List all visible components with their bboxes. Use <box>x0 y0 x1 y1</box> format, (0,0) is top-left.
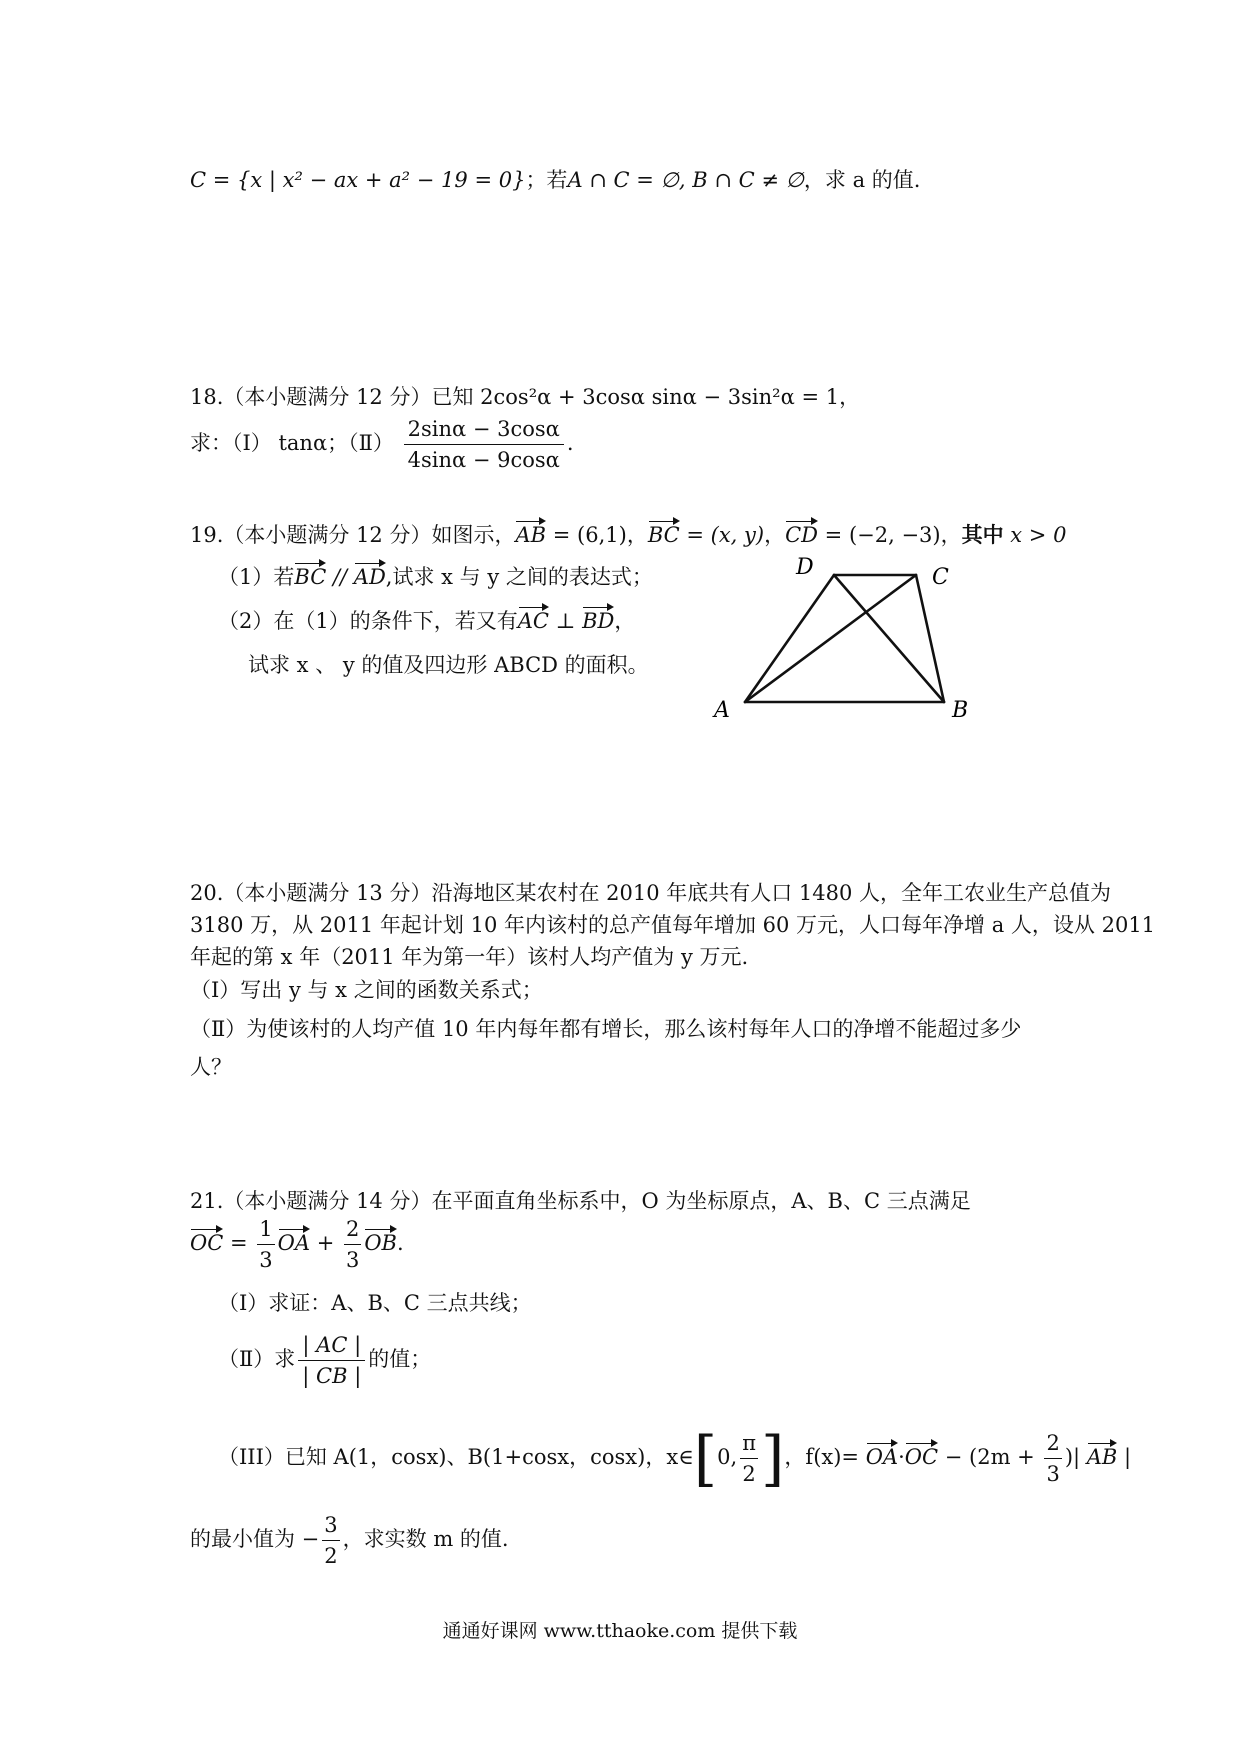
q18-frac-numerator: 2sinα − 3cosα <box>404 414 564 445</box>
q19-part1-prefix: （1）若 <box>218 565 295 589</box>
q21-frac-2 <box>344 1214 361 1275</box>
q21-last-suffix: ，求实数 m 的值. <box>342 1527 509 1551</box>
label-b: B <box>952 698 969 720</box>
q21-frac2-den: 3 <box>345 1248 360 1272</box>
q19-sep-2: ， <box>764 523 786 547</box>
q18-end: . <box>566 431 574 455</box>
q19-head <box>190 520 1066 550</box>
q19-vector-ab: AB <box>515 520 546 550</box>
q17-tail: ，求 a 的值. <box>803 168 921 192</box>
q21-part3-vector-oa: OA <box>866 1442 898 1472</box>
q20-part2: （Ⅱ）为使该村的人均产值 10 年内每年都有增长，那么该村每年人口的净增不能超过多少 <box>190 1017 1022 1041</box>
q19-part1-vector-bc: BC <box>294 562 326 592</box>
q18-ask <box>190 414 574 475</box>
q21-last-den: 2 <box>324 1544 338 1568</box>
q21-vector-oa: OA <box>278 1228 310 1258</box>
q19-bc-value: = (x, y) <box>679 523 765 547</box>
q20-part2-cont: 人？ <box>190 1055 232 1079</box>
q21-part3-prefix: （III）已知 A(1，cosx)、B(1+cosx，cosx)，x∈ <box>218 1445 694 1469</box>
q21-part3-frac-num: 2 <box>1044 1428 1061 1459</box>
q21-vector-ob: OB <box>364 1228 397 1258</box>
q21-plus: + <box>310 1231 341 1255</box>
q19-part2-perp: ⊥ <box>548 609 583 633</box>
q21-part3-frac-den: 3 <box>1046 1462 1060 1486</box>
q18-ask-text: 求：（Ⅰ） tanα；（Ⅱ） <box>190 431 394 455</box>
right-bracket: ] <box>761 1423 785 1494</box>
q21-part3-f: ，f(x)= <box>784 1445 866 1469</box>
q21-part2 <box>218 1330 431 1391</box>
q21-interval-left: 0, <box>717 1445 738 1469</box>
q21-pi-num: π <box>740 1428 758 1459</box>
q21-frac1-den: 3 <box>259 1248 273 1272</box>
q21-part3-bar: | <box>1117 1445 1132 1469</box>
q20-line2: 3180 万，从 2011 年起计划 10 年内该村的总产值每年增加 60 万元，人口每年净增 a 人，设从 2011 <box>190 913 1156 937</box>
q20-part1: （Ⅰ）写出 y 与 x 之间的函数关系式； <box>190 978 543 1002</box>
edge-bc <box>916 575 944 702</box>
q17-sep: ；若 <box>525 168 568 192</box>
q21-part2-den: | CB | <box>302 1364 362 1388</box>
q17-continuation <box>190 165 920 195</box>
q20-line1: 20.（本小题满分 13 分）沿海地区某农村在 2010 年底共有人口 1480 人，全年工农业生产总值为 <box>190 881 1112 905</box>
q21-part2-prefix: （Ⅱ）求 <box>218 1347 296 1371</box>
q19-sep-3: ， <box>940 523 962 547</box>
q18-head <box>190 382 860 412</box>
q19-vector-cd: CD <box>785 520 818 550</box>
q19-sep-1: ， <box>626 523 648 547</box>
q19-part2-vector-ac: AC <box>518 606 549 636</box>
q19-label: 19.（本小题满分 12 分）如图示， <box>190 523 516 547</box>
q19-part2 <box>218 606 635 636</box>
label-c: C <box>932 565 949 590</box>
q19-cd-value: = (−2, −3) <box>818 523 941 547</box>
q19-part2-vector-bd: BD <box>582 606 614 636</box>
q19-part3 <box>248 650 649 680</box>
q18-fraction <box>404 414 564 475</box>
q19-condition: x > 0 <box>1003 523 1067 547</box>
q21-last-frac <box>322 1510 339 1571</box>
q21-equation <box>190 1214 404 1275</box>
q19-part2-prefix: （2）在（1）的条件下，若又有 <box>218 609 518 633</box>
q19-vector-bc: BC <box>648 520 680 550</box>
q19-part1-parallel: // <box>326 565 354 589</box>
q18-comma: ， <box>839 385 861 409</box>
q19-part1 <box>218 562 653 592</box>
q21-part2-fraction <box>298 1330 365 1391</box>
q21-part3-minus: − (2m + <box>938 1445 1042 1469</box>
q21-part2-num: | AC | <box>298 1330 365 1361</box>
q21-pi-frac <box>740 1428 758 1489</box>
q21-frac1-num: 1 <box>257 1214 274 1245</box>
q21-part3-vector-ab: AB <box>1087 1442 1118 1472</box>
q19-cond-prefix: 其中 <box>961 522 1004 547</box>
q21-part2-suffix: 的值； <box>368 1347 432 1371</box>
left-bracket: [ <box>693 1423 718 1494</box>
edge-da <box>745 575 834 702</box>
label-d: D <box>796 555 814 580</box>
q19-quadrilateral-figure <box>710 550 980 720</box>
q19-part1-tail: ,试求 x 与 y 之间的表达式； <box>385 565 653 589</box>
q21-eq: = <box>223 1231 255 1255</box>
q21-dot: . <box>397 1231 404 1255</box>
q17-condition: A ∩ C = ∅, B ∩ C ≠ ∅ <box>567 168 804 192</box>
q19-part3-text: 试求 x 、 y 的值及四边形 ABCD 的面积。 <box>248 653 649 677</box>
q19-ab-value: = (6,1) <box>546 523 627 547</box>
q18-label: 18.（本小题满分 12 分）已知 <box>190 385 474 409</box>
q21-part1: （Ⅰ）求证：A、B、C 三点共线； <box>218 1291 532 1315</box>
q21-part3-mid: · <box>898 1445 905 1469</box>
q19-part2-end: ， <box>614 609 636 633</box>
q21-part3-vector-oc: OC <box>905 1442 938 1472</box>
q21-last <box>190 1510 509 1571</box>
q17-set-expression: C = {x | x² − ax + a² − 19 = 0} <box>190 168 526 192</box>
q21-frac-1 <box>257 1214 274 1275</box>
q21-frac2-num: 2 <box>344 1214 361 1245</box>
page-footer: 通通好课网 www.tthaoke.com 提供下载 <box>442 1620 798 1642</box>
label-a: A <box>714 698 730 720</box>
q21-last-num: 3 <box>322 1510 339 1541</box>
q21-last-prefix: 的最小值为 − <box>190 1527 320 1551</box>
q21-part3-close: )| <box>1064 1445 1087 1469</box>
q21-part3 <box>218 1423 1132 1494</box>
q21-pi-den: 2 <box>742 1462 756 1486</box>
q18-equation: 2cos²α + 3cosα sinα − 3sin²α = 1 <box>480 385 840 409</box>
q20-line3: 年起的第 x 年（2011 年为第一年）该村人均产值为 y 万元. <box>190 945 749 969</box>
q18-frac-denominator: 4sinα − 9cosα <box>407 448 560 472</box>
q19-part1-vector-ad: AD <box>354 562 386 592</box>
q21-head: 21.（本小题满分 14 分）在平面直角坐标系中，O 为坐标原点，A、B、C 三点满足 <box>190 1189 971 1213</box>
q21-vector-oc: OC <box>190 1228 223 1258</box>
q21-part3-frac <box>1044 1428 1061 1489</box>
